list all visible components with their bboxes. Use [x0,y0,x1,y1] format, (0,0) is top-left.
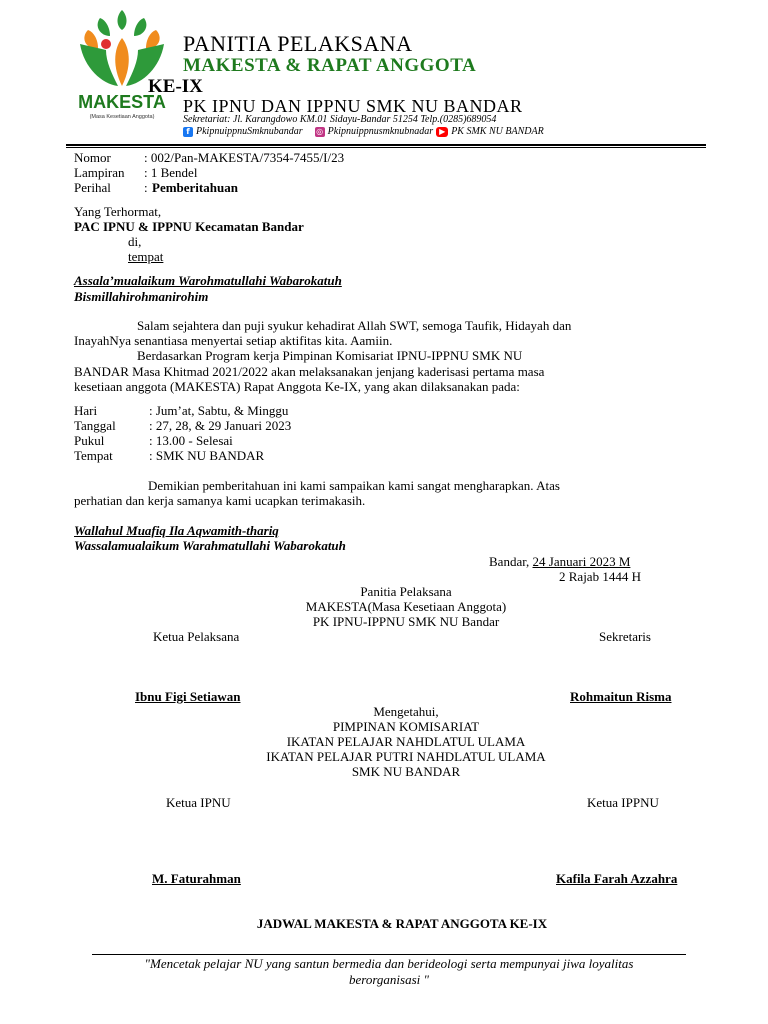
body-p1-line1: Salam sejahtera dan puji syukur kehadirat Allah SWT, semoga Taufik, Hidayah dan [137,318,572,333]
svg-text:MAKESTA: MAKESTA [78,92,166,112]
instagram-handle: Pkipnuippnusmknubnadar [327,126,434,137]
header-title-edition: KE-IX [148,76,203,97]
body-p1-line2: InayahNya senantiasa menyertai setiap aktifitas kita. Aamiin. [74,333,393,348]
committee-line2: MAKESTA(Masa Kesetiaan Anggota) [305,599,507,614]
schedule-tanggal-label: Tanggal [74,418,116,433]
nomor-label: Nomor [74,150,111,165]
footer-motto-line2: berorganisasi " [349,972,429,987]
basmalah: Bismillahirohmanirohim [74,289,209,304]
approval-line1: Mengetahui, [373,704,439,719]
schedule-hari-label: Hari [74,403,98,418]
perihal-colon: : [144,180,148,195]
footer-motto [92,956,686,988]
approval-line4: IKATAN PELAJAR PUTRI NAHDLATUL ULAMA [266,749,546,764]
recipient-salutation: Yang Terhormat, [74,204,162,219]
sekretaris-name: Rohmaitun Risma [570,689,672,704]
approval-line5: SMK NU BANDAR [351,764,461,779]
body-p2-line1: Berdasarkan Program kerja Pimpinan Komisariat IPNU-IPPNU SMK NU [137,348,523,363]
schedule-pukul-value: : 13.00 - Selesai [149,433,233,448]
approval-line2: PIMPINAN KOMISARIAT [332,719,480,734]
schedule-hari-value: : Jum’at, Sabtu, & Minggu [149,403,289,418]
closing-line2: perhatian dan kerja samanya kami ucapkan terimakasih. [74,493,366,508]
approval-line3: IKATAN PELAJAR NAHDLATUL ULAMA [286,734,526,749]
header-address: Sekretariat: Jl. Karangdowo KM.01 Sidayu-Bandar 51254 Telp.(0285)689054 [183,114,497,125]
ketua-ippnu-role: Ketua IPPNU [587,795,659,810]
nomor-value: : 002/Pan-MAKESTA/7354-7455/I/23 [144,150,345,165]
header-social [183,126,544,138]
closing-line1: Demikian pemberitahuan ini kami sampaikan kami sangat mengharapkan. Atas [148,478,560,493]
schedule-pukul-label: Pukul [74,433,105,448]
facebook-handle: PkipnuippnuSmknubandar [196,126,303,137]
date-hijri: 2 Rajab 1444 H [559,569,641,584]
schedule-title: JADWAL MAKESTA & RAPAT ANGGOTA KE-IX [256,916,548,931]
header-title-org: PK IPNU DAN IPPNU SMK NU BANDAR [183,96,523,116]
recipient-tempat: tempat [128,249,164,264]
committee-line1: Panitia Pelaksana [360,584,452,599]
body-p2-line3: kesetiaan anggota (MAKESTA) Rapat Anggota Ke-IX, yang akan dilaksanakan pada: [74,379,520,394]
letter-date [489,554,630,569]
ketua-ippnu-name: Kafila Farah Azzahra [556,871,678,886]
youtube-handle: PK SMK NU BANDAR [451,126,544,137]
header-title-panitia: PANITIA PELAKSANA [183,31,413,56]
committee-line3: PK IPNU-IPPNU SMK NU Bandar [312,614,500,629]
date-place: Bandar, [489,554,530,569]
makesta-logo [66,4,178,122]
sekretaris-role: Sekretaris [599,629,651,644]
body-p2-line2: BANDAR Masa Khitmad 2021/2022 akan melaksanakan jenjang kaderisasi pertama masa [74,364,545,379]
youtube-icon: ▶ [436,127,448,137]
closing-salam2: Wassalamualaikum Warahmatullahi Wabarokatuh [74,538,346,553]
ketua-pelaksana-role: Ketua Pelaksana [153,629,240,644]
ketua-ipnu-role: Ketua IPNU [166,795,231,810]
footer-motto-line1: "Mencetak pelajar NU yang santun bermedia dan berideologi serta mempunyai jiwa loyalitas [144,956,634,971]
schedule-tempat-value: : SMK NU BANDAR [149,448,265,463]
lampiran-value: : 1 Bendel [144,165,198,180]
footer-divider [92,954,686,955]
schedule-tanggal-value: : 27, 28, & 29 Januari 2023 [149,418,292,433]
lampiran-label: Lampiran [74,165,125,180]
date-masehi: 24 Januari 2023 M [532,554,631,569]
instagram-icon: ◎ [316,127,324,136]
ketua-ipnu-name: M. Faturahman [152,871,241,886]
header-divider-thick [66,144,706,146]
header-title-event: MAKESTA & RAPAT ANGGOTA [183,55,477,76]
perihal-label: Perihal [74,180,111,195]
perihal-value: Pemberitahuan [152,180,238,195]
recipient-di: di, [128,234,142,249]
facebook-icon: f [183,127,193,137]
ketua-pelaksana-name: Ibnu Figi Setiawan [135,689,241,704]
header-divider-thin [66,147,706,148]
opening-salam: Assala’mualaikum Warohmatullahi Wabarokatuh [74,273,342,288]
schedule-tempat-label: Tempat [74,448,113,463]
svg-text:(Masa Kesetiaan Anggota): (Masa Kesetiaan Anggota) [89,114,155,120]
closing-salam1: Wallahul Muafiq Ila Aqwamith-thariq [74,523,279,538]
recipient-name: PAC IPNU & IPPNU Kecamatan Bandar [74,219,304,234]
